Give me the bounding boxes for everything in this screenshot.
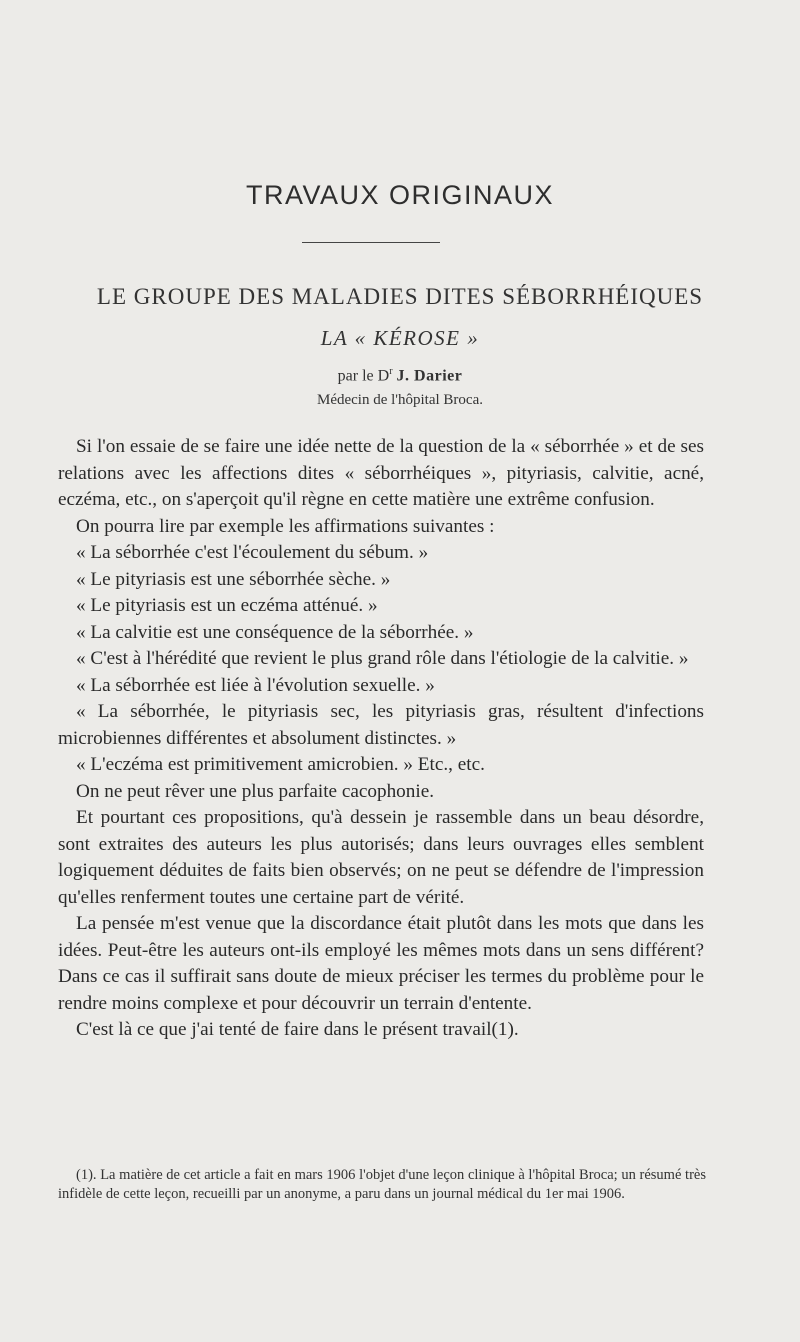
- paragraph: Et pourtant ces propositions, qu'à dessein je rassemble dans un beau désordre, sont extraites des auteurs les plus autorisés; dans leurs ouvrages elles semblent logiquement déduites de faits bien observés; on ne peut se défendre de l'impression qu'elles renferment toutes une certaine part de vérité.: [58, 807, 704, 908]
- footnote: [58, 1166, 706, 1204]
- quotation: « L'eczéma est primitivement amicrobien. » Etc., etc.: [76, 754, 485, 775]
- quotation: « La séborrhée est liée à l'évolution sexuelle. »: [76, 674, 435, 696]
- article-title: LE GROUPE DES MALADIES DITES SÉBORRHÉIQUES: [96, 284, 704, 309]
- paragraph: Si l'on essaie de se faire une idée nette de la question de la « séborrhée » et de ses relations avec les affections dites « séborrhéiques », pityriasis, calvitie, acné, eczéma, etc., on s'aperçoit qu'il règne en cette matière une extrême confusion.: [58, 436, 704, 510]
- section-title: TRAVAUX ORIGINAUX: [245, 180, 555, 210]
- byline-superscript: r: [389, 366, 393, 377]
- byline: [0, 366, 800, 385]
- article-body: [58, 434, 704, 1044]
- title-rule: [302, 242, 440, 243]
- quotation: « Le pityriasis est un eczéma atténué. »: [76, 595, 378, 616]
- quotation: « La séborrhée, le pityriasis sec, les pityriasis gras, résultent d'infections microbiennes différentes et absolument distinctes. »: [58, 701, 704, 749]
- paragraph: La pensée m'est venue que la discordance était plutôt dans les mots que dans les idées. Peut-être les auteurs ont-ils employé les mêmes mots dans un sens différent? Dans ce cas il suffirait sans doute de mieux préciser les termes du problème pour le rendre moins complexe et pour découvrir un terrain d'entente.: [58, 913, 704, 1014]
- quotation: « La calvitie est une conséquence de la séborrhée. »: [76, 621, 474, 643]
- paragraph: C'est là ce que j'ai tenté de faire dans le présent travail(1).: [76, 1019, 519, 1040]
- paragraph: On ne peut rêver une plus parfaite cacophonie.: [76, 780, 435, 802]
- article-subtitle: LA « KÉROSE »: [320, 326, 480, 350]
- byline-prefix: par le D: [337, 367, 390, 385]
- author-affiliation: Médecin de l'hôpital Broca.: [317, 392, 483, 408]
- paragraph: On pourra lire par exemple les affirmations suivantes :: [76, 515, 495, 537]
- author-name: J. Darier: [396, 367, 463, 385]
- quotation: « Le pityriasis est une séborrhée sèche. »: [76, 568, 391, 590]
- footnote-text: (1). La matière de cet article a fait en mars 1906 l'objet d'une leçon clinique à l'hôpital Broca; un résumé très infidèle de cette leçon, recueilli par un anonyme, a paru dans un journal médical du 1er mai 1906.: [58, 1167, 706, 1202]
- quotation: « La séborrhée c'est l'écoulement du sébum. »: [76, 542, 429, 563]
- quotation: « C'est à l'hérédité que revient le plus grand rôle dans l'étiologie de la calvitie. »: [76, 648, 689, 669]
